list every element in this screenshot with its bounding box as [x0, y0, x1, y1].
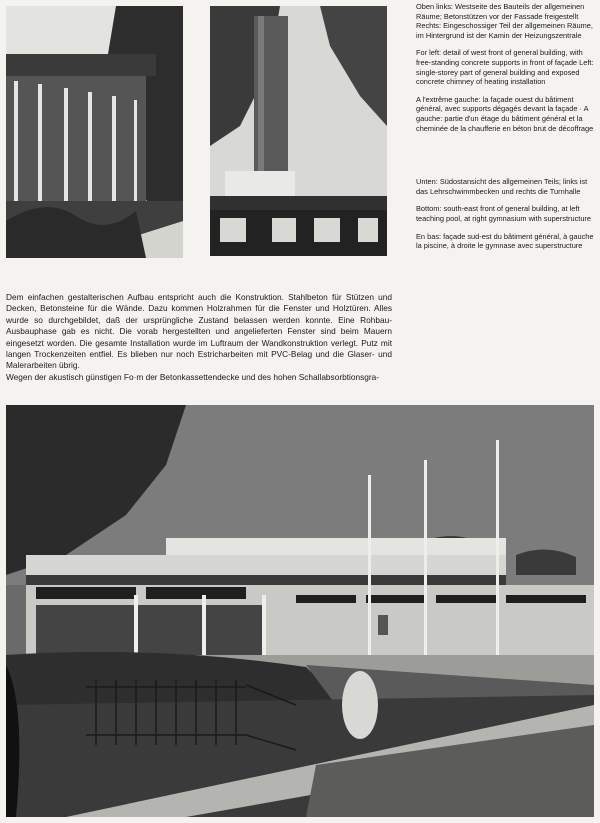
photo-west-front — [6, 6, 183, 258]
photo-chimney — [210, 6, 387, 256]
caption-top-fr: A l'extrême gauche: la façade ouest du bâtiment général, avec supports dégagés devant la façade · A gauche: partie d'un étage du bâtiment général et la cheminée de la chaufferie en béton brut de décoffrage — [416, 94, 594, 133]
photo-captions — [416, 2, 598, 259]
body-paragraph: Wegen der akustisch günstigen Fo·m der Betonkassettendecke und des hohen Schallabsorbtionsgra- — [6, 371, 379, 382]
caption-bottom-en: Bottom: south-east front of general building, at left teaching pool, at right gymnasium with superstructure — [416, 204, 591, 223]
caption-top-de: Oben links: Westseite des Bauteils der allgemeinen Räume; Betonstützen vor der Fassade freigestellt Rechts: Eingeschossiger Teil der allgemeinen Räume, im Hintergrund ist der Kamin der Heizungszentrale — [416, 2, 593, 40]
body-text — [6, 292, 392, 383]
caption-bottom-de: Unten: Südostansicht des allgemeinen Teils; links ist das Lehrschwimmbecken und rechts die Turnhalle — [416, 177, 588, 196]
body-paragraph: Dem einfachen gestalterischen Aufbau entspricht auch die Konstruktion. Stahlbeton für Stützen und Decken, Betonsteine für die Wände. Dazu kommen Holzrahmen für die Fenster und Holztüren. Alles wurde so durchgebildet, daß der ursprüngliche Zustand belassen werden konnte. Eine Rohbau-Ausbauphase gab es nicht. Die vorab hergestellten und angelieferten Fenster sind beim Mauern eingesetzt worden. Die gesamte Installation wurde im Luftraum der Wandkonstruktion verlegt. Putz mit langen Trockenzeiten entfiel. Es blieben nur noch Estricharbeiten mit PVC-Belag und die Glaser- und Malerarbeiten übrig. — [6, 292, 392, 371]
caption-bottom-fr: En bas: façade sud-est du bâtiment général, à gauche la piscine, à droite le gymnase avec superstructure — [416, 231, 594, 251]
caption-top-en: For left: detail of west front of general building, with free-standing concrete supports in front of façade Left: single-storey part of general building and exposed concrete chimney of heating installation — [416, 48, 594, 87]
photo-south-east-front — [6, 405, 594, 817]
